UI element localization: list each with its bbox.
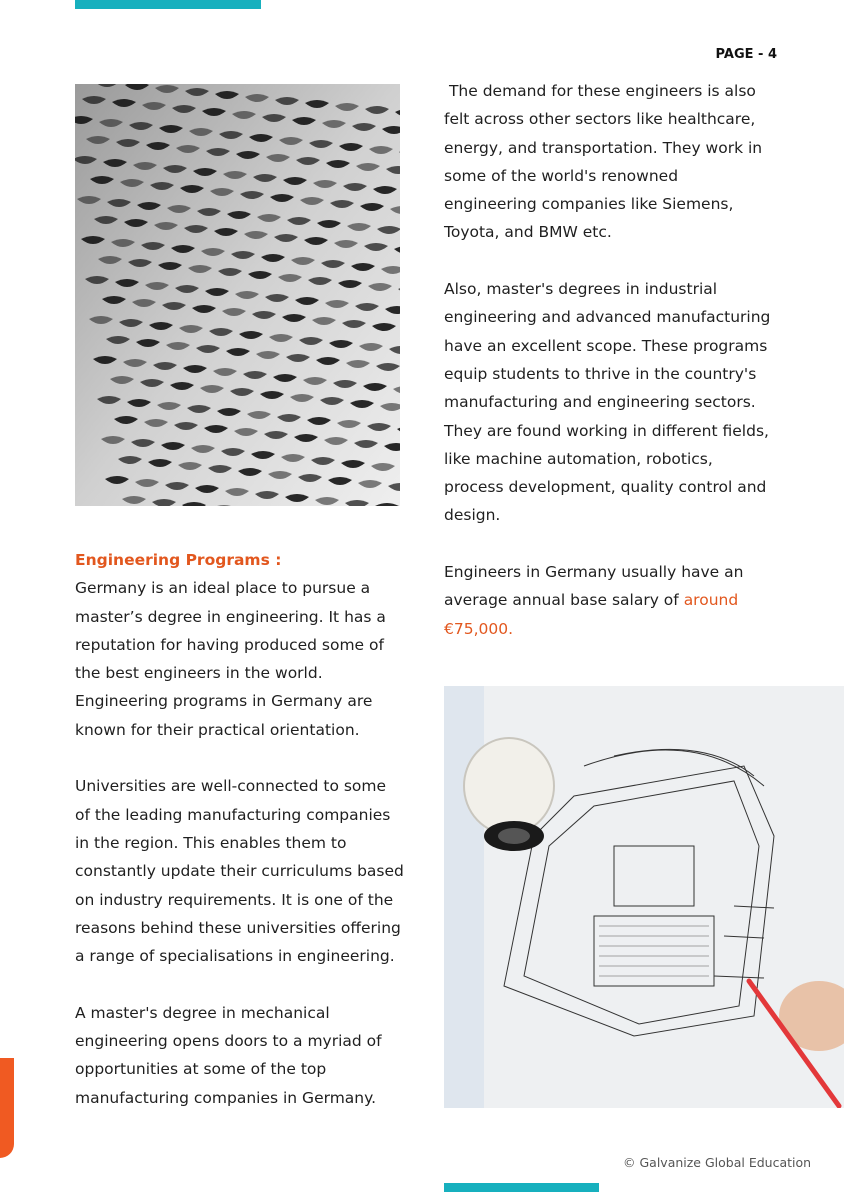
paragraph: The demand for these engineers is also felt across other sectors like healthcare, energy, and transportation. They work in some of the world's renowned engineering companies like Siemens, Toyota, and BMW etc.: [444, 82, 768, 242]
salary-paragraph: [444, 558, 774, 643]
right-text-column: [444, 77, 774, 643]
left-text-column: [75, 546, 405, 1112]
bottom-accent-bar: [444, 1183, 599, 1192]
top-accent-bar: [75, 0, 261, 9]
paragraph: Germany is an ideal place to pursue a master’s degree in engineering. It has a reputation for having produced some of the best engineers in the world. Engineering programs in Germany are known for their practical orientation.: [75, 579, 386, 739]
paragraph: Also, master's degrees in industrial engineering and advanced manufacturing have an excellent scope. These programs equip students to thrive in the country's manufacturing and engineering sectors. They are found working in different fields, like machine automation, robotics, process development, quality control and design.: [444, 280, 771, 525]
salary-highlight: around €75,000.: [444, 591, 739, 638]
paragraph: Universities are well-connected to some of the leading manufacturing companies in the region. This enables them to constantly update their curriculums based on industry requirements. It is one of the reasons behind these universities offering a range of specialisations in engineering.: [75, 777, 404, 966]
paragraph: A master's degree in mechanical engineering opens doors to a myriad of opportunities at some of the top manufacturing companies in Germany.: [75, 1003, 382, 1107]
footer-copyright: © Galvanize Global Education: [623, 1155, 812, 1170]
page-number: PAGE - 4: [715, 47, 777, 62]
architecture-photo: [75, 84, 400, 506]
section-heading: Engineering Programs :: [75, 551, 282, 569]
engineering-drawing-photo: [444, 686, 844, 1108]
left-orange-accent: [0, 1058, 14, 1158]
salary-lead-text: Engineers in Germany usually have an average annual base salary of: [444, 563, 744, 610]
